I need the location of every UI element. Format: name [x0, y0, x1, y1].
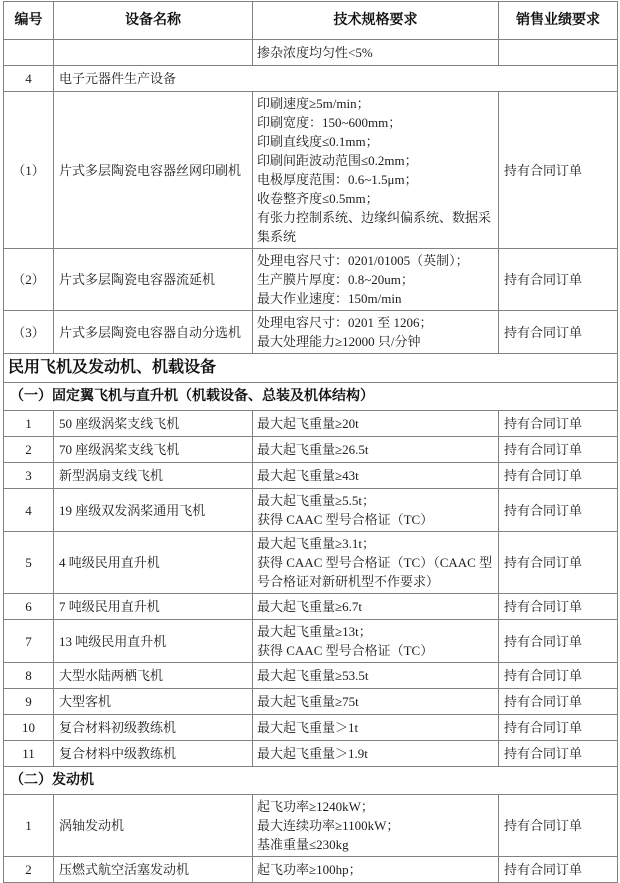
- spec-line: 最大起飞重量＞1.9t: [257, 746, 368, 761]
- table-row: [4, 594, 618, 620]
- equipment-name-cell: 19 座级双发涡桨通用飞机: [54, 489, 253, 532]
- subsection-title: （一）固定翼飞机与直升机（机载设备、总装及机体结构）: [4, 383, 618, 411]
- table-row: [4, 411, 618, 437]
- spec-line: 印刷速度≥5m/min；: [257, 96, 370, 111]
- row-number-cell: 5: [4, 532, 54, 594]
- tech-spec-cell: [253, 311, 499, 354]
- tech-spec-cell: [253, 857, 499, 883]
- tech-spec-cell: [253, 741, 499, 767]
- tech-spec-cell: [253, 249, 499, 311]
- table-row: [4, 857, 618, 883]
- spec-line: 掺杂浓度均匀性<5%: [257, 45, 373, 60]
- sales-requirement-cell: 持有合同订单: [499, 689, 618, 715]
- tech-spec-cell: [253, 532, 499, 594]
- header-number: 编号: [4, 2, 54, 40]
- section-row: [4, 354, 618, 383]
- row-number-cell: 1: [4, 411, 54, 437]
- sales-requirement-cell: 持有合同订单: [499, 594, 618, 620]
- spec-line: 获得 CAAC 型号合格证（TC）（CAAC 型号合格证对新研机型不作要求）: [257, 555, 493, 589]
- spec-line: 起飞功率≥1240kW；: [257, 799, 374, 814]
- sales-requirement-cell: 持有合同订单: [499, 411, 618, 437]
- spec-line: 有张力控制系统、边缘纠偏系统、数据采集系统: [257, 210, 492, 244]
- sales-requirement-cell: 持有合同订单: [499, 857, 618, 883]
- row-number-cell: 4: [4, 66, 54, 92]
- sales-requirement-cell: 持有合同订单: [499, 489, 618, 532]
- table-row: [4, 489, 618, 532]
- sales-requirement-cell: 持有合同订单: [499, 532, 618, 594]
- tech-spec-cell: [253, 411, 499, 437]
- equipment-name-cell: 13 吨级民用直升机: [54, 620, 253, 663]
- spec-line: 印刷直线度≤0.1mm；: [257, 134, 379, 149]
- tech-spec-cell: [253, 715, 499, 741]
- spec-line: 印刷间距波动范围≤0.2mm；: [257, 153, 418, 168]
- equipment-name-cell: 复合材料中级教练机: [54, 741, 253, 767]
- row-number-cell: 7: [4, 620, 54, 663]
- spec-line: 最大起飞重量≥20t: [257, 416, 359, 431]
- row-number-cell: 9: [4, 689, 54, 715]
- sales-requirement-cell: 持有合同订单: [499, 620, 618, 663]
- equipment-name-cell: 电子元器件生产设备: [54, 66, 618, 92]
- table-row: [4, 795, 618, 857]
- row-number-cell: 11: [4, 741, 54, 767]
- sales-requirement-cell: 持有合同订单: [499, 311, 618, 354]
- row-number-cell: [4, 40, 54, 66]
- tech-spec-cell: [253, 689, 499, 715]
- row-number-cell: 10: [4, 715, 54, 741]
- table-row: [4, 663, 618, 689]
- table-row: [4, 741, 618, 767]
- spec-line: 最大起飞重量≥43t: [257, 468, 359, 483]
- spec-line: 基准重量≤230kg: [257, 837, 349, 852]
- tech-spec-cell: [253, 620, 499, 663]
- equipment-name-cell: 大型客机: [54, 689, 253, 715]
- row-number-cell: 6: [4, 594, 54, 620]
- row-number-cell: 2: [4, 437, 54, 463]
- spec-line: 最大起飞重量≥53.5t: [257, 668, 369, 683]
- header-sales-requirement: 销售业绩要求: [499, 2, 618, 40]
- sales-requirement-cell: 持有合同订单: [499, 715, 618, 741]
- spec-line: 最大起飞重量≥5.5t；: [257, 493, 375, 508]
- equipment-spec-table: [3, 1, 618, 883]
- table-body: [4, 40, 618, 883]
- spec-line: 最大起飞重量≥75t: [257, 694, 359, 709]
- sales-requirement-cell: 持有合同订单: [499, 92, 618, 249]
- equipment-name-cell: 50 座级涡桨支线飞机: [54, 411, 253, 437]
- spec-line: 最大起飞重量≥26.5t: [257, 442, 369, 457]
- sales-requirement-cell: 持有合同订单: [499, 249, 618, 311]
- row-number-cell: 2: [4, 857, 54, 883]
- row-number-cell: 3: [4, 463, 54, 489]
- row-number-cell: （1）: [4, 92, 54, 249]
- equipment-name-cell: 涡轴发动机: [54, 795, 253, 857]
- spec-line: 最大起飞重量≥6.7t: [257, 599, 362, 614]
- spec-line: 处理电容尺寸：0201 至 1206；: [257, 315, 433, 330]
- equipment-name-cell: 4 吨级民用直升机: [54, 532, 253, 594]
- sales-requirement-cell: 持有合同订单: [499, 463, 618, 489]
- subsection-row: [4, 767, 618, 795]
- table-row: [4, 620, 618, 663]
- equipment-name-cell: 新型涡扇支线飞机: [54, 463, 253, 489]
- equipment-name-cell: 压燃式航空活塞发动机: [54, 857, 253, 883]
- equipment-name-cell: 复合材料初级教练机: [54, 715, 253, 741]
- spec-line: 起飞功率≥100hp；: [257, 862, 362, 877]
- equipment-name-cell: [54, 40, 253, 66]
- tech-spec-cell: [253, 489, 499, 532]
- header-row: [4, 2, 618, 40]
- subsection-row: [4, 383, 618, 411]
- tech-spec-cell: [253, 795, 499, 857]
- tech-spec-cell: [253, 437, 499, 463]
- equipment-name-cell: 片式多层陶瓷电容器自动分选机: [54, 311, 253, 354]
- spec-line: 最大起飞重量≥3.1t；: [257, 536, 375, 551]
- tech-spec-cell: [253, 594, 499, 620]
- sales-requirement-cell: 持有合同订单: [499, 437, 618, 463]
- spec-line: 获得 CAAC 型号合格证（TC）: [257, 643, 434, 658]
- tech-spec-cell: [253, 663, 499, 689]
- row-number-cell: （3）: [4, 311, 54, 354]
- spec-line: 最大起飞重量＞1t: [257, 720, 359, 735]
- table-row: [4, 463, 618, 489]
- equipment-name-cell: 大型水陆两栖飞机: [54, 663, 253, 689]
- spec-line: 最大连续功率≥1100kW；: [257, 818, 400, 833]
- equipment-name-cell: 片式多层陶瓷电容器丝网印刷机: [54, 92, 253, 249]
- row-number-cell: （2）: [4, 249, 54, 311]
- table-row: [4, 40, 618, 66]
- table-row: [4, 92, 618, 249]
- spec-line: 获得 CAAC 型号合格证（TC）: [257, 512, 434, 527]
- sales-requirement-cell: 持有合同订单: [499, 663, 618, 689]
- spec-line: 最大起飞重量≥13t；: [257, 624, 372, 639]
- header-equipment-name: 设备名称: [54, 2, 253, 40]
- table-row: [4, 689, 618, 715]
- sales-requirement-cell: 持有合同订单: [499, 741, 618, 767]
- table-row: [4, 532, 618, 594]
- subsection-title: （二）发动机: [4, 767, 618, 795]
- row-number-cell: 1: [4, 795, 54, 857]
- spec-line: 最大作业速度：150m/min: [257, 291, 402, 306]
- row-number-cell: 4: [4, 489, 54, 532]
- spec-line: 电极厚度范围：0.6~1.5μm；: [257, 172, 418, 187]
- spec-line: 印刷宽度：150~600mm；: [257, 115, 402, 130]
- table-row: [4, 66, 618, 92]
- tech-spec-cell: [253, 463, 499, 489]
- table-header: [4, 2, 618, 40]
- table-row: [4, 437, 618, 463]
- section-title: 民用飞机及发动机、机载设备: [4, 354, 618, 383]
- equipment-name-cell: 70 座级涡桨支线飞机: [54, 437, 253, 463]
- spec-line: 最大处理能力≥12000 只/分钟: [257, 334, 421, 349]
- spec-line: 收卷整齐度≤0.5mm；: [257, 191, 379, 206]
- sales-requirement-cell: 持有合同订单: [499, 795, 618, 857]
- table-row: [4, 249, 618, 311]
- spec-line: 处理电容尺寸：0201/01005（英制）；: [257, 253, 469, 268]
- table-row: [4, 715, 618, 741]
- table-row: [4, 311, 618, 354]
- equipment-name-cell: 7 吨级民用直升机: [54, 594, 253, 620]
- tech-spec-cell: [253, 92, 499, 249]
- row-number-cell: 8: [4, 663, 54, 689]
- header-tech-spec: 技术规格要求: [253, 2, 499, 40]
- sales-requirement-cell: [499, 40, 618, 66]
- equipment-name-cell: 片式多层陶瓷电容器流延机: [54, 249, 253, 311]
- spec-line: 生产膜片厚度：0.8~20um；: [257, 272, 414, 287]
- tech-spec-cell: [253, 40, 499, 66]
